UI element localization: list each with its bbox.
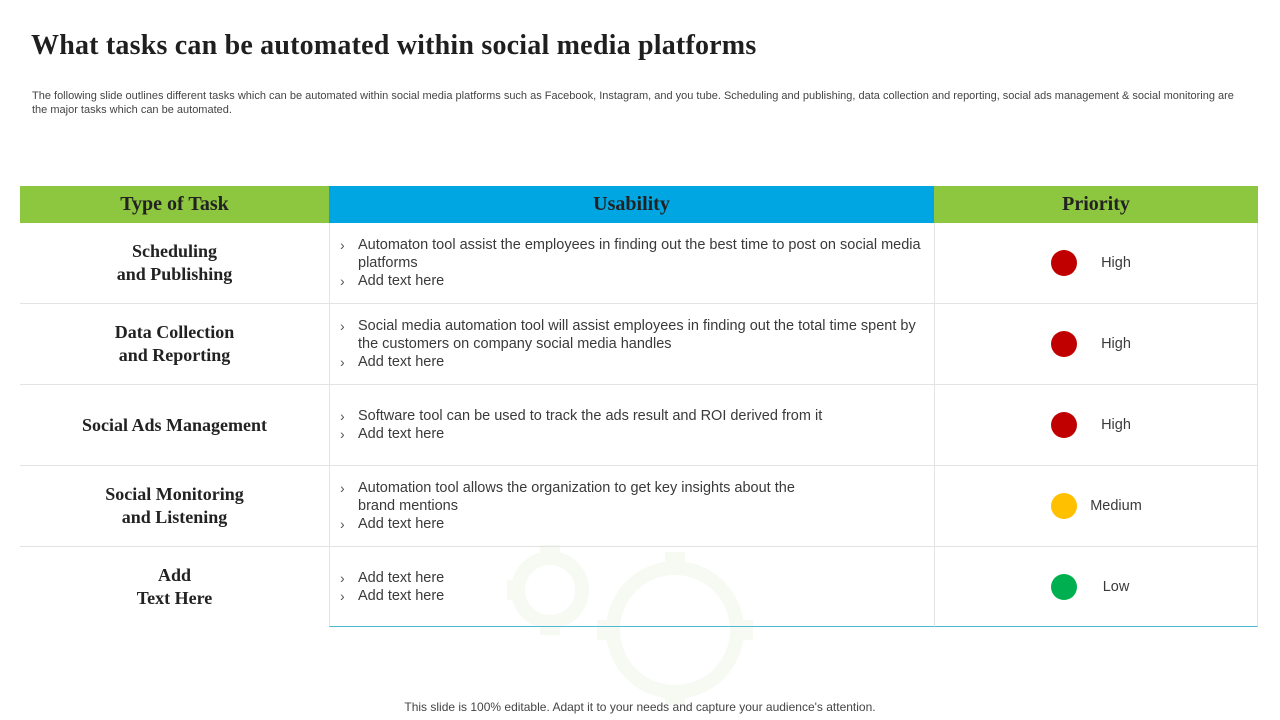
table-row <box>20 466 1258 547</box>
usability-text: Automaton tool assist the employees in finding out the best time to post on social media platforms <box>358 237 921 271</box>
usability-bullet <box>340 515 924 533</box>
priority-label: High <box>1101 336 1131 352</box>
chevron-right-icon: › <box>340 587 345 604</box>
header-usability: Usability <box>329 186 934 223</box>
usability-bullet <box>340 272 924 290</box>
priority-cell <box>934 547 1258 627</box>
usability-bullet <box>340 425 924 443</box>
priority-dot-icon <box>1051 331 1077 357</box>
chevron-right-icon: › <box>340 516 345 532</box>
task-name: Social Monitoring and Listening <box>105 484 244 527</box>
usability-text: Add text here <box>358 569 445 586</box>
priority-dot-icon <box>1051 574 1077 600</box>
usability-text: Add text here <box>358 273 445 289</box>
usability-cell <box>329 304 934 384</box>
usability-bullet <box>340 353 924 371</box>
usability-text: Automation tool allows the organization to get key insights about the brand mentions <box>358 480 795 514</box>
usability-text: Social media automation tool will assist employees in finding out the total time spent by the customers on company social media handles <box>358 318 916 352</box>
priority-cell <box>934 385 1258 465</box>
chevron-right-icon: › <box>340 480 345 496</box>
usability-bullet <box>340 569 924 587</box>
table-row <box>20 547 1258 627</box>
usability-cell <box>329 466 934 546</box>
chevron-right-icon: › <box>340 273 345 289</box>
priority-dot-icon <box>1051 493 1077 519</box>
task-name: Add Text Here <box>136 565 213 608</box>
footer-note: This slide is 100% editable. Adapt it to your needs and capture your audience's attention. <box>404 700 876 714</box>
chevron-right-icon: › <box>340 318 345 334</box>
slide-title: What tasks can be automated within social media platforms <box>31 30 757 61</box>
usability-cell <box>329 547 934 627</box>
priority-cell <box>934 466 1258 546</box>
task-name: Data Collection and Reporting <box>114 322 235 365</box>
priority-cell <box>934 223 1258 303</box>
table-header <box>20 186 1258 223</box>
priority-label: High <box>1101 417 1131 433</box>
chevron-right-icon: › <box>340 569 345 586</box>
usability-text: Add text here <box>358 587 445 604</box>
usability-bullet <box>340 236 924 272</box>
task-name: Scheduling and Publishing <box>116 241 233 284</box>
chevron-right-icon: › <box>340 354 345 370</box>
priority-label: Medium <box>1090 498 1142 514</box>
slide-subtitle: The following slide outlines different tasks which can be automated within social media platforms such as Facebook, Instagram, and you tube. Scheduling and publishing, data collection and reporting, social ads management & social monitoring are the major tasks which can be automated. <box>32 90 1234 116</box>
usability-text: Software tool can be used to track the ads result and ROI derived from it <box>358 408 823 424</box>
table-row <box>20 385 1258 466</box>
usability-cell <box>329 223 934 303</box>
priority-label: Low <box>1102 578 1130 595</box>
table-row <box>20 223 1258 304</box>
usability-bullet <box>340 317 924 353</box>
usability-bullet <box>340 587 924 605</box>
chevron-right-icon: › <box>340 408 345 424</box>
usability-text: Add text here <box>358 354 445 370</box>
usability-bullet <box>340 407 924 425</box>
priority-dot-icon <box>1051 412 1077 438</box>
tasks-table <box>20 186 1258 627</box>
header-type-of-task: Type of Task <box>20 186 329 223</box>
usability-text: Add text here <box>358 426 445 442</box>
priority-cell <box>934 304 1258 384</box>
usability-bullet <box>340 479 924 515</box>
chevron-right-icon: › <box>340 237 345 253</box>
usability-text: Add text here <box>358 516 445 532</box>
priority-label: High <box>1101 255 1131 271</box>
table-row <box>20 304 1258 385</box>
chevron-right-icon: › <box>340 426 345 442</box>
priority-dot-icon <box>1051 250 1077 276</box>
task-name: Social Ads Management <box>81 414 267 435</box>
header-priority: Priority <box>934 186 1258 223</box>
usability-cell <box>329 385 934 465</box>
